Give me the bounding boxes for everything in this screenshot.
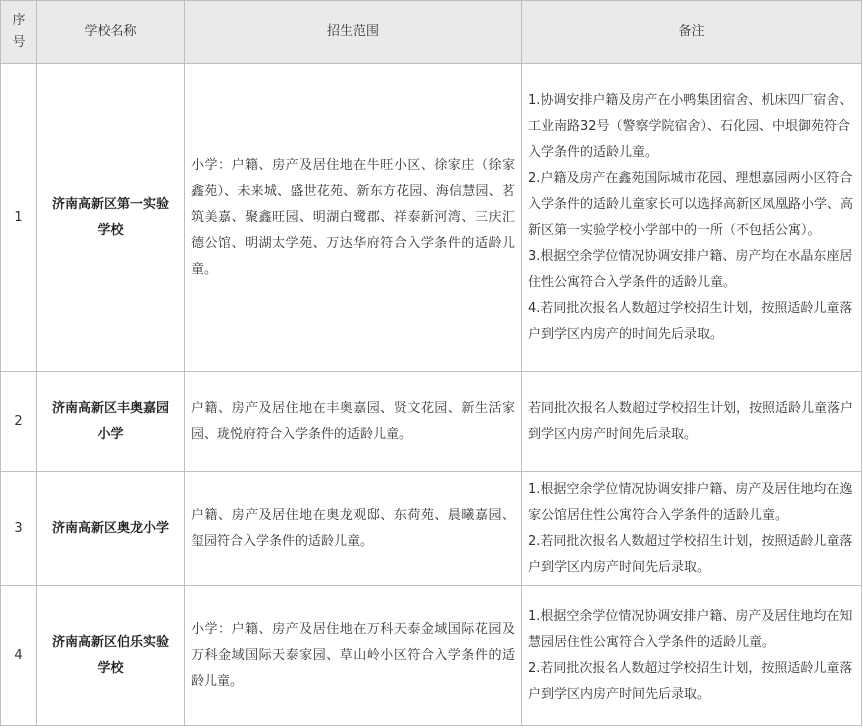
row-num: 4	[1, 586, 37, 726]
note-item: 1.根据空余学位情况协调安排户籍、房产及居住地均在知慧园居住性公寓符合入学条件的适龄儿童。	[528, 608, 853, 650]
enrollment-scope: 户籍、房产及居住地在奥龙观邸、东荷苑、晨曦嘉园、玺园符合入学条件的适龄儿童。	[185, 472, 522, 586]
row-num: 3	[1, 472, 37, 586]
notes-cell	[522, 64, 862, 372]
header-notes: 备注	[522, 1, 862, 64]
note-item: 2.户籍及房产在鑫苑国际城市花园、理想嘉园两小区符合入学条件的适龄儿童家长可以选择高新区凤凰路小学、高新区第一实验学校小学部中的一所（不包括公寓）。	[528, 170, 854, 238]
row-num: 1	[1, 64, 37, 372]
header-enrollment-scope: 招生范围	[185, 1, 522, 64]
note-item: 若同批次报名人数超过学校招生计划，按照适龄儿童落户到学区内房产时间先后录取。	[528, 400, 854, 442]
enrollment-scope: 户籍、房产及居住地在丰奥嘉园、贤文花园、新生活家园、珑悦府符合入学条件的适龄儿童。	[185, 372, 522, 472]
header-school-name: 学校名称	[37, 1, 185, 64]
table-row	[1, 64, 862, 372]
note-item: 2.若同批次报名人数超过学校招生计划，按照适龄儿童落户到学区内房产时间先后录取。	[528, 660, 853, 702]
header-num: 序号	[1, 1, 37, 64]
table-row	[1, 372, 862, 472]
school-name: 济南高新区丰奥嘉园小学	[37, 372, 185, 472]
school-name: 济南高新区第一实验学校	[37, 64, 185, 372]
note-item: 2.若同批次报名人数超过学校招生计划，按照适龄儿童落户到学区内房产时间先后录取。	[528, 533, 853, 575]
notes-cell	[522, 472, 862, 586]
notes-cell	[522, 372, 862, 472]
note-item: 1.协调安排户籍及房产在小鸭集团宿舍、机床四厂宿舍、工业南路32号（警察学院宿舍）、石化园、中垠御苑符合入学条件的适龄儿童。	[528, 92, 853, 160]
enrollment-scope: 小学：户籍、房产及居住地在牛旺小区、徐家庄（徐家鑫苑）、未来城、盛世花苑、新东方花园、海信慧园、茗筑美嘉、聚鑫旺园、明湖白鹭郡、祥泰新河湾、三庆汇德公馆、明湖太学苑、万达华府符合入学条件的适龄儿童。	[185, 64, 522, 372]
table-row	[1, 472, 862, 586]
row-num: 2	[1, 372, 37, 472]
note-item: 3.根据空余学位情况协调安排户籍、房产均在水晶东座居住性公寓符合入学条件的适龄儿童。	[528, 248, 853, 290]
note-item: 4.若同批次报名人数超过学校招生计划，按照适龄儿童落户到学区内房产的时间先后录取。	[528, 300, 853, 342]
school-name: 济南高新区伯乐实验学校	[37, 586, 185, 726]
table-header-row	[1, 1, 862, 64]
table-row	[1, 586, 862, 726]
school-name: 济南高新区奥龙小学	[37, 472, 185, 586]
note-item: 1.根据空余学位情况协调安排户籍、房产及居住地均在逸家公馆居住性公寓符合入学条件的适龄儿童。	[528, 481, 853, 523]
enrollment-scope: 小学：户籍、房产及居住地在万科天泰金域国际花园及万科金域国际天泰家园、草山岭小区符合入学条件的适龄儿童。	[185, 586, 522, 726]
notes-cell	[522, 586, 862, 726]
